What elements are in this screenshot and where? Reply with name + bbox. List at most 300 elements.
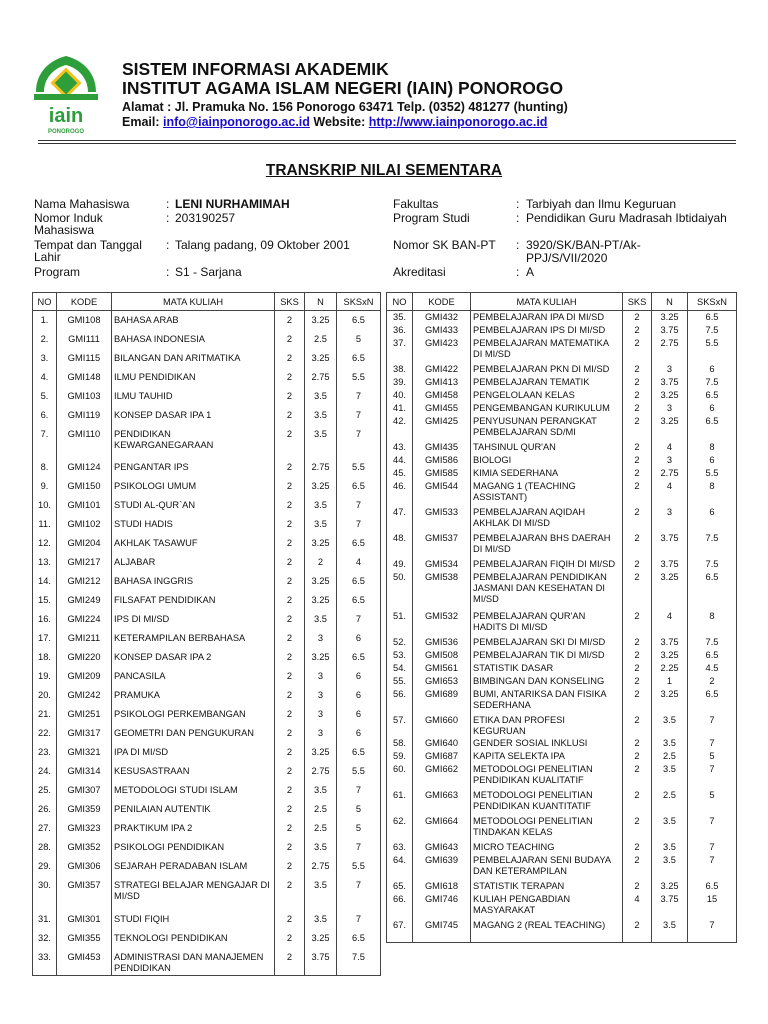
table-row — [387, 714, 737, 737]
table-row — [33, 349, 381, 368]
cell-sksxn: 7 — [337, 781, 381, 800]
cell-no: 36. — [387, 324, 413, 337]
cell-kode: GMI103 — [57, 387, 112, 406]
cell-sks: 2 — [275, 781, 305, 800]
cell-sks: 2 — [623, 337, 652, 363]
cell-mata-kuliah: BUMI, ANTARIKSA DAN FISIKA SEDERHANA — [471, 688, 623, 714]
cell-n: 3.75 — [652, 532, 688, 558]
cell-kode: GMI224 — [57, 610, 112, 629]
cell-sks: 2 — [623, 467, 652, 480]
cell-no: 24. — [33, 762, 57, 781]
cell-no: 47. — [387, 506, 413, 532]
cell-no: 31. — [33, 910, 57, 929]
cell-sksxn: 7 — [337, 425, 381, 458]
cell-mata-kuliah: PEMBELAJARAN QUR'AN HADITS DI MI/SD — [471, 610, 623, 636]
cell-sks: 2 — [275, 705, 305, 724]
cell-kode: GMI687 — [413, 750, 471, 763]
table-row — [33, 496, 381, 515]
table-row — [33, 819, 381, 838]
cell-sksxn: 6 — [337, 667, 381, 686]
cell-mata-kuliah: STATISTIK TERAPAN — [471, 880, 623, 893]
cell-mata-kuliah: KIMIA SEDERHANA — [471, 467, 623, 480]
sk-value-1: 3920/SK/BAN-PT/Ak- — [526, 238, 641, 252]
cell-no: 43. — [387, 441, 413, 454]
table-row — [387, 649, 737, 662]
cell-no: 13. — [33, 553, 57, 572]
cell-mata-kuliah: ETIKA DAN PROFESI KEGURUAN — [471, 714, 623, 737]
cell-kode: GMI355 — [57, 929, 112, 948]
cell-sks: 2 — [623, 506, 652, 532]
cell-kode: GMI204 — [57, 534, 112, 553]
cell-n: 3.5 — [305, 406, 337, 425]
cell-mata-kuliah: BAHASA INGGRIS — [112, 572, 275, 591]
cell-sks: 2 — [623, 750, 652, 763]
cell-sksxn: 6 — [688, 454, 737, 467]
cell-n: 2.75 — [305, 762, 337, 781]
table-row — [33, 330, 381, 349]
system-name: SISTEM INFORMASI AKADEMIK — [122, 59, 389, 79]
cell-no: 61. — [387, 789, 413, 815]
table-row — [387, 662, 737, 675]
cell-no: 25. — [33, 781, 57, 800]
cell-n: 3.25 — [652, 688, 688, 714]
cell-no: 41. — [387, 402, 413, 415]
table-row — [33, 477, 381, 496]
cell-sksxn: 6 — [337, 686, 381, 705]
table-row — [387, 402, 737, 415]
cell-no: 7. — [33, 425, 57, 458]
table-row — [33, 743, 381, 762]
cell-n: 3.75 — [652, 893, 688, 919]
cell-sksxn: 6.5 — [337, 534, 381, 553]
cell-n: 2.25 — [652, 662, 688, 675]
table-row — [387, 750, 737, 763]
akreditasi-value: A — [526, 265, 535, 279]
cell-n: 3.25 — [652, 649, 688, 662]
cell-n: 3.25 — [305, 929, 337, 948]
table-row — [33, 762, 381, 781]
cell-mata-kuliah: KESUSASTRAAN — [112, 762, 275, 781]
cell-sksxn: 7 — [688, 737, 737, 750]
cell-sks: 2 — [275, 425, 305, 458]
cell-no: 6. — [33, 406, 57, 425]
cell-kode: GMI115 — [57, 349, 112, 368]
cell-n: 3 — [652, 454, 688, 467]
table-row — [33, 591, 381, 610]
col-kode: KODE — [413, 293, 471, 311]
cell-n: 3.25 — [305, 311, 337, 330]
table-row — [387, 376, 737, 389]
cell-n: 3.25 — [305, 648, 337, 667]
cell-no: 44. — [387, 454, 413, 467]
cell-n: 3.5 — [652, 737, 688, 750]
col-n: N — [305, 293, 337, 311]
cell-sks: 2 — [623, 688, 652, 714]
cell-kode: GMI101 — [57, 496, 112, 515]
cell-kode: GMI111 — [57, 330, 112, 349]
cell-kode: GMI533 — [413, 506, 471, 532]
table-row — [33, 515, 381, 534]
cell-n: 3.5 — [305, 781, 337, 800]
cell-sksxn: 7 — [688, 763, 737, 789]
cell-kode: GMI124 — [57, 458, 112, 477]
table-row — [33, 800, 381, 819]
colon: : — [516, 238, 520, 252]
nama-value: LENI NURHAMIMAH — [175, 197, 290, 211]
fakultas-label: Fakultas — [393, 198, 439, 211]
cell-mata-kuliah: METODOLOGI PENELITIAN PENDIDIKAN KUANTITATIF — [471, 789, 623, 815]
cell-sks: 2 — [275, 311, 305, 330]
table-row — [387, 841, 737, 854]
cell-sksxn: 6.5 — [688, 571, 737, 610]
cell-n: 3.5 — [305, 496, 337, 515]
table-row — [33, 458, 381, 477]
cell-no: 38. — [387, 363, 413, 376]
cell-sksxn: 5 — [337, 800, 381, 819]
cell-no: 14. — [33, 572, 57, 591]
institution-address: Alamat : Jl. Pramuka No. 156 Ponorogo 63471 Telp. (0352) 481277 (hunting) — [122, 100, 568, 114]
cell-no: 52. — [387, 636, 413, 649]
cell-n: 3.5 — [305, 910, 337, 929]
table-row — [33, 705, 381, 724]
colon: : — [166, 197, 170, 211]
cell-sksxn: 6.5 — [688, 880, 737, 893]
cell-mata-kuliah: KETERAMPILAN BERBAHASA — [112, 629, 275, 648]
cell-n: 3.25 — [305, 477, 337, 496]
table-row — [387, 737, 737, 750]
cell-mata-kuliah: IPA DI MI/SD — [112, 743, 275, 762]
table-row — [387, 675, 737, 688]
table-row — [387, 789, 737, 815]
col-mata-kuliah: MATA KULIAH — [112, 293, 275, 311]
cell-n: 1 — [652, 675, 688, 688]
cell-n: 3.5 — [305, 838, 337, 857]
colon: : — [516, 211, 520, 225]
cell-sksxn: 5.5 — [337, 762, 381, 781]
colon: : — [166, 265, 170, 279]
cell-sksxn: 7 — [688, 919, 737, 943]
cell-sksxn: 7.5 — [337, 948, 381, 976]
cell-kode: GMI119 — [57, 406, 112, 425]
cell-mata-kuliah: IPS DI MI/SD — [112, 610, 275, 629]
cell-kode: GMI586 — [413, 454, 471, 467]
cell-no: 29. — [33, 857, 57, 876]
cell-sksxn: 6.5 — [688, 311, 737, 324]
table-row — [387, 532, 737, 558]
cell-mata-kuliah: TEKNOLOGI PENDIDIKAN — [112, 929, 275, 948]
table-row — [33, 572, 381, 591]
colon: : — [166, 211, 170, 225]
email-label: Email: — [122, 115, 160, 129]
cell-kode: GMI663 — [413, 789, 471, 815]
cell-mata-kuliah: PSIKOLOGI UMUM — [112, 477, 275, 496]
cell-no: 17. — [33, 629, 57, 648]
cell-n: 3.5 — [652, 919, 688, 943]
cell-n: 3.5 — [305, 876, 337, 910]
cell-n: 2.75 — [305, 368, 337, 387]
cell-sksxn: 6.5 — [688, 389, 737, 402]
cell-n: 3 — [305, 705, 337, 724]
cell-mata-kuliah: BIMBINGAN DAN KONSELING — [471, 675, 623, 688]
cell-kode: GMI212 — [57, 572, 112, 591]
document-title: TRANSKRIP NILAI SEMENTARA — [265, 162, 503, 179]
colon: : — [516, 198, 520, 211]
cell-kode: GMI251 — [57, 705, 112, 724]
cell-sks: 2 — [623, 919, 652, 943]
cell-mata-kuliah: STUDI FIQIH — [112, 910, 275, 929]
cell-no: 4. — [33, 368, 57, 387]
cell-kode: GMI453 — [57, 948, 112, 976]
cell-sks: 4 — [623, 893, 652, 919]
cell-mata-kuliah: BAHASA INDONESIA — [112, 330, 275, 349]
cell-kode: GMI307 — [57, 781, 112, 800]
logo-text: iain — [48, 105, 84, 127]
table-row — [33, 648, 381, 667]
cell-n: 3.25 — [305, 572, 337, 591]
col-sksxn: SKSxN — [688, 293, 737, 311]
table-row — [33, 610, 381, 629]
col-mata-kuliah: MATA KULIAH — [471, 293, 623, 311]
cell-no: 48. — [387, 532, 413, 558]
cell-kode: GMI209 — [57, 667, 112, 686]
cell-kode: GMI585 — [413, 467, 471, 480]
table-row — [387, 363, 737, 376]
cell-sks: 2 — [275, 572, 305, 591]
cell-kode: GMI432 — [413, 311, 471, 324]
cell-no: 15. — [33, 591, 57, 610]
cell-sks: 2 — [275, 724, 305, 743]
sk-value-2: PPJ/S/VII/2020 — [526, 251, 608, 265]
cell-kode: GMI102 — [57, 515, 112, 534]
cell-n: 3.75 — [652, 558, 688, 571]
cell-kode: GMI306 — [57, 857, 112, 876]
cell-n: 3 — [305, 686, 337, 705]
cell-mata-kuliah: STRATEGI BELAJAR MENGAJAR DI MI/SD — [112, 876, 275, 910]
cell-kode: GMI458 — [413, 389, 471, 402]
cell-sksxn: 6 — [337, 724, 381, 743]
cell-sksxn: 5 — [688, 750, 737, 763]
table-row — [33, 629, 381, 648]
cell-kode: GMI108 — [57, 311, 112, 330]
cell-mata-kuliah: PENGELOLAAN KELAS — [471, 389, 623, 402]
cell-mata-kuliah: ADMINISTRASI DAN MANAJEMEN PENDIDIKAN — [112, 948, 275, 976]
cell-mata-kuliah: BIOLOGI — [471, 454, 623, 467]
cell-mata-kuliah: METODOLOGI STUDI ISLAM — [112, 781, 275, 800]
table-row — [387, 815, 737, 841]
cell-mata-kuliah: STUDI HADIS — [112, 515, 275, 534]
cell-n: 2.5 — [305, 819, 337, 838]
cell-sks: 2 — [623, 532, 652, 558]
cell-kode: GMI249 — [57, 591, 112, 610]
cell-sksxn: 5 — [337, 330, 381, 349]
website-label: Website: — [313, 115, 366, 129]
cell-kode: GMI532 — [413, 610, 471, 636]
table-header-row — [387, 293, 737, 311]
cell-no: 19. — [33, 667, 57, 686]
cell-mata-kuliah: KAPITA SELEKTA IPA — [471, 750, 623, 763]
cell-no: 22. — [33, 724, 57, 743]
table-row — [387, 311, 737, 324]
table-row — [387, 880, 737, 893]
cell-no: 62. — [387, 815, 413, 841]
cell-sks: 2 — [275, 368, 305, 387]
cell-n: 3.75 — [652, 636, 688, 649]
cell-no: 1. — [33, 311, 57, 330]
grades-table-right — [386, 292, 737, 943]
cell-mata-kuliah: PENDIDIKAN KEWARGANEGARAAN — [112, 425, 275, 458]
cell-sksxn: 6.5 — [337, 648, 381, 667]
table-row — [387, 324, 737, 337]
table-row — [33, 425, 381, 458]
cell-sks: 2 — [623, 636, 652, 649]
cell-sksxn: 7 — [337, 496, 381, 515]
cell-mata-kuliah: KONSEP DASAR IPA 2 — [112, 648, 275, 667]
cell-sks: 2 — [623, 815, 652, 841]
table-row — [387, 506, 737, 532]
cell-kode: GMI433 — [413, 324, 471, 337]
cell-sks: 2 — [623, 480, 652, 506]
cell-n: 2.75 — [652, 337, 688, 363]
cell-sksxn: 7 — [688, 841, 737, 854]
cell-sksxn: 15 — [688, 893, 737, 919]
cell-kode: GMI536 — [413, 636, 471, 649]
table-row — [33, 724, 381, 743]
cell-kode: GMI217 — [57, 553, 112, 572]
cell-no: 63. — [387, 841, 413, 854]
cell-kode: GMI148 — [57, 368, 112, 387]
cell-no: 28. — [33, 838, 57, 857]
cell-kode: GMI455 — [413, 402, 471, 415]
cell-sks: 2 — [623, 649, 652, 662]
cell-sks: 2 — [275, 648, 305, 667]
cell-sks: 2 — [275, 667, 305, 686]
iain-logo — [30, 52, 102, 136]
cell-kode: GMI689 — [413, 688, 471, 714]
cell-kode: GMI413 — [413, 376, 471, 389]
cell-sksxn: 5.5 — [688, 467, 737, 480]
colon: : — [516, 265, 520, 279]
nama-label: Nama Mahasiswa — [34, 197, 130, 211]
cell-no: 49. — [387, 558, 413, 571]
email-link[interactable]: info@iainponorogo.ac.id — [163, 115, 310, 129]
cell-sks: 2 — [623, 854, 652, 880]
cell-sks: 2 — [275, 910, 305, 929]
cell-no: 42. — [387, 415, 413, 441]
table-row — [387, 763, 737, 789]
cell-mata-kuliah: PEMBELAJARAN MATEMATIKA DI MI/SD — [471, 337, 623, 363]
cell-n: 2.5 — [305, 800, 337, 819]
cell-mata-kuliah: KULIAH PENGABDIAN MASYARAKAT — [471, 893, 623, 919]
cell-sksxn: 7 — [688, 714, 737, 737]
cell-sksxn: 6.5 — [337, 591, 381, 610]
cell-no: 39. — [387, 376, 413, 389]
cell-no: 5. — [33, 387, 57, 406]
cell-sksxn: 6 — [688, 402, 737, 415]
cell-sksxn: 6.5 — [337, 477, 381, 496]
cell-mata-kuliah: KONSEP DASAR IPA 1 — [112, 406, 275, 425]
cell-no: 32. — [33, 929, 57, 948]
cell-kode: GMI211 — [57, 629, 112, 648]
cell-sks: 2 — [275, 349, 305, 368]
table-row — [33, 686, 381, 705]
cell-no: 23. — [33, 743, 57, 762]
cell-n: 2.75 — [305, 458, 337, 477]
table-row — [33, 857, 381, 876]
cell-n: 4 — [652, 610, 688, 636]
cell-mata-kuliah: PENILAIAN AUTENTIK — [112, 800, 275, 819]
cell-sksxn: 5 — [688, 789, 737, 815]
cell-no: 27. — [33, 819, 57, 838]
cell-no: 10. — [33, 496, 57, 515]
cell-kode: GMI660 — [413, 714, 471, 737]
cell-sksxn: 6.5 — [337, 929, 381, 948]
table-header-row — [33, 293, 381, 311]
cell-sks: 2 — [275, 876, 305, 910]
table-row — [33, 534, 381, 553]
cell-no: 3. — [33, 349, 57, 368]
cell-mata-kuliah: METODOLOGI PENELITIAN TINDAKAN KELAS — [471, 815, 623, 841]
program-value: S1 - Sarjana — [175, 265, 242, 279]
col-n: N — [652, 293, 688, 311]
cell-sksxn: 6 — [337, 705, 381, 724]
cell-kode: GMI639 — [413, 854, 471, 880]
cell-kode: GMI242 — [57, 686, 112, 705]
cell-no: 45. — [387, 467, 413, 480]
cell-sksxn: 5.5 — [337, 857, 381, 876]
cell-kode: GMI561 — [413, 662, 471, 675]
website-link[interactable]: http://www.iainponorogo.ac.id — [368, 115, 548, 129]
cell-sks: 2 — [623, 675, 652, 688]
program-label: Program — [34, 265, 81, 279]
cell-n: 2.5 — [305, 330, 337, 349]
cell-n: 2.5 — [652, 789, 688, 815]
cell-kode: GMI662 — [413, 763, 471, 789]
cell-sks: 2 — [275, 387, 305, 406]
cell-mata-kuliah: PENYUSUNAN PERANGKAT PEMBELAJARAN SD/MI — [471, 415, 623, 441]
cell-n: 3.25 — [305, 743, 337, 762]
cell-kode: GMI150 — [57, 477, 112, 496]
institution-header — [122, 60, 568, 130]
table-row — [387, 854, 737, 880]
cell-no: 16. — [33, 610, 57, 629]
cell-sks: 2 — [275, 406, 305, 425]
table-row — [33, 929, 381, 948]
table-row — [387, 415, 737, 441]
cell-no: 51. — [387, 610, 413, 636]
cell-n: 3.5 — [652, 854, 688, 880]
cell-no: 30. — [33, 876, 57, 910]
cell-sksxn: 7.5 — [688, 376, 737, 389]
cell-sks: 2 — [623, 389, 652, 402]
cell-mata-kuliah: PEMBELAJARAN SENI BUDAYA DAN KETERAMPILAN — [471, 854, 623, 880]
cell-sksxn: 2 — [688, 675, 737, 688]
cell-sks: 2 — [623, 441, 652, 454]
cell-mata-kuliah: STUDI AL-QUR`AN — [112, 496, 275, 515]
col-sks: SKS — [623, 293, 652, 311]
cell-sks: 2 — [275, 686, 305, 705]
ttl-value: Talang padang, 09 Oktober 2001 — [175, 238, 350, 252]
cell-no: 35. — [387, 311, 413, 324]
cell-no: 59. — [387, 750, 413, 763]
cell-n: 3.5 — [305, 610, 337, 629]
cell-sks: 2 — [623, 763, 652, 789]
cell-sksxn: 6.5 — [688, 649, 737, 662]
cell-kode: GMI746 — [413, 893, 471, 919]
cell-kode: GMI352 — [57, 838, 112, 857]
cell-sksxn: 6.5 — [337, 572, 381, 591]
cell-sksxn: 8 — [688, 610, 737, 636]
cell-kode: GMI640 — [413, 737, 471, 750]
